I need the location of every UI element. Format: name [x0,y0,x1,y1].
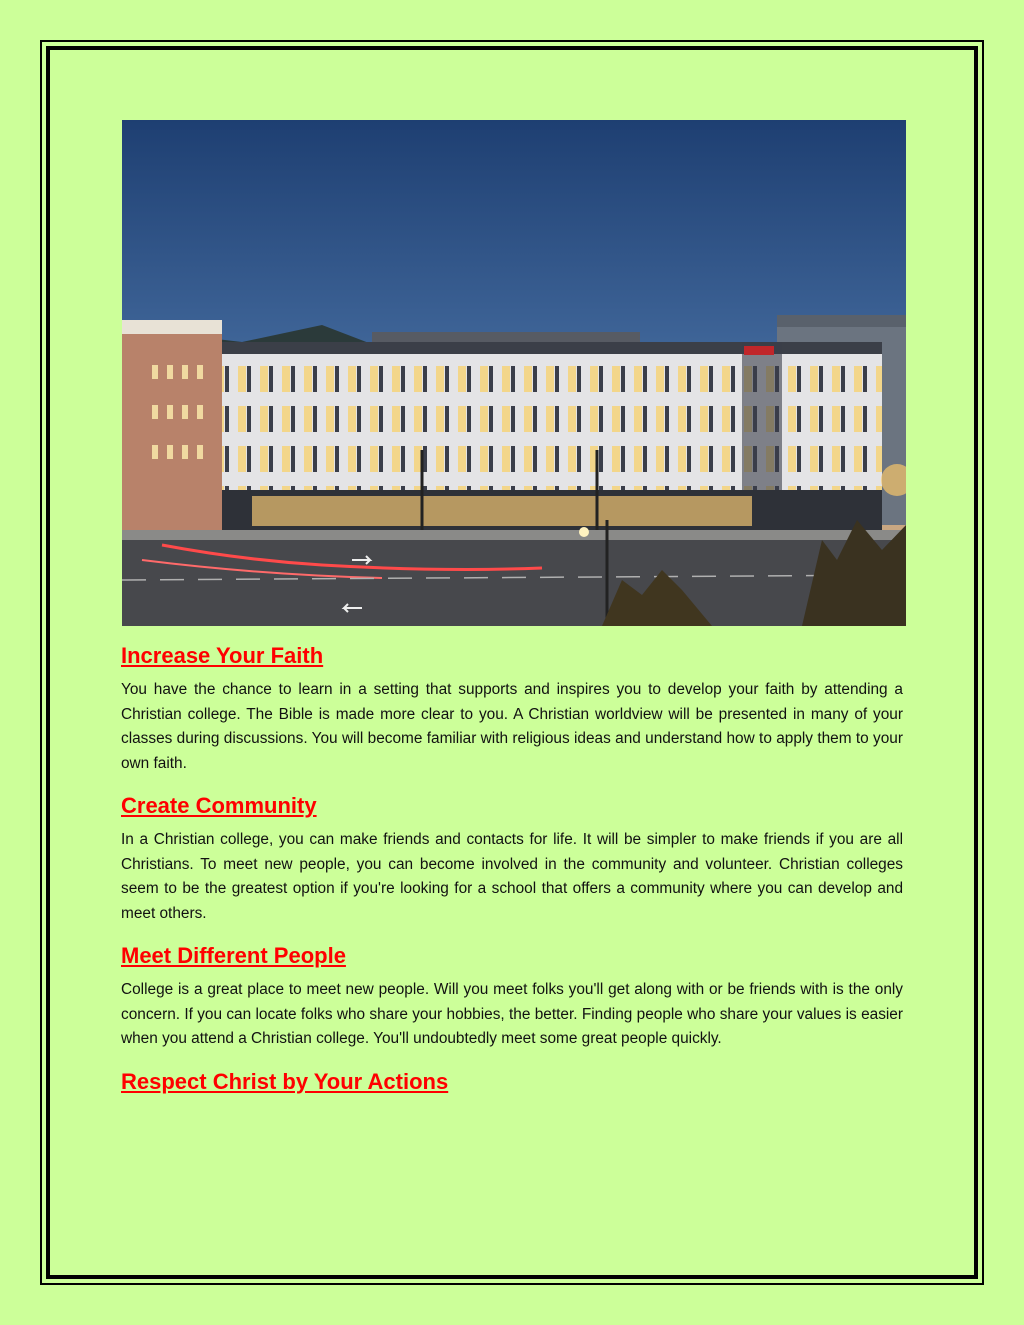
section-increase-your-faith [121,640,903,776]
section-body: You have the chance to learn in a setting that supports and inspires you to develop your faith by attending a Christian college. The Bible is made more clear to you. A Christian worldview will be presented in many of your classes during discussions. You will become familiar with religious ideas and understand how to apply them to your own faith. [121,681,903,772]
section-heading: Increase Your Faith [121,643,324,668]
section-heading: Create Community [121,793,317,818]
section-meet-different-people [121,940,903,1052]
section-respect-christ [121,1066,903,1098]
section-heading: Respect Christ by Your Actions [121,1068,449,1094]
section-create-community [121,790,903,926]
college-building-photo [122,120,906,626]
section-body: College is a great place to meet new people. Will you meet folks you'll get along with or be friends with is the only concern. If you can locate folks who share your hobbies, the better. Finding people who share your values is easier when you attend a Christian college. You'll undoubtedly meet some great people quickly. [121,981,903,1047]
section-heading: Meet Different People [121,943,346,968]
article-content [121,640,903,1098]
section-body: In a Christian college, you can make friends and contacts for life. It will be simpler to make friends if you are all Christians. To meet new people, you can become involved in the community and volunteer. Christian colleges seem to be the greatest option if you're looking for a school that offers a community where you can develop and meet others. [121,831,903,922]
